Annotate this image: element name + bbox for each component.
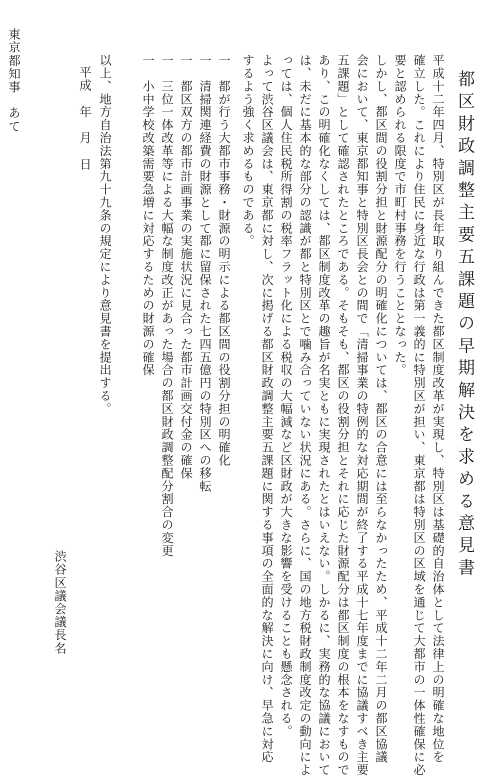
paragraph-1-line-3: 要と認められる限度で市町村事務を行うこととなった。 xyxy=(393,54,408,377)
paragraph-3-line-1: よって渋谷区議会は、東京都に対し、次に掲げる都区財政調整主要五課題に関する事項の全面的な解決に向け、早急に対応 xyxy=(260,54,275,764)
addressee: 東京都知事 あて xyxy=(7,28,22,133)
paragraph-2-line-5: は、未だに基本的な部分の認識が都と特別区とで噛み合っていない状況にある。さらに、国の地方税財政制度改定の動向によ xyxy=(298,54,313,776)
closing-statement: 以上、地方自治法第九十九条の規定により意見書を提出する。 xyxy=(98,54,113,416)
list-item-1: 一 都が行う大都市事務・財源の明示による都区間の役割分担の明確化 xyxy=(217,54,232,467)
list-item-5: 一 小中学校改築需要急増に対応するための財源の確保 xyxy=(141,54,156,377)
sender-name: 渋谷区議会議長名 xyxy=(53,550,68,655)
document-title: 都区財政調整主要五課題の早期解決を求める意見書 xyxy=(454,70,474,581)
list-item-4: 一 三位一体改革等による大幅な制度改正があった場合の都区財政調整配分割合の変更 xyxy=(160,54,175,558)
date-line: 平成 年 月 日 xyxy=(78,66,93,171)
paragraph-2-line-1: しかし、都区間の役割分担と財源配分の明確化については、都区の合意には至らなかったため、平成十二年二月の都区協議 xyxy=(374,54,389,764)
paragraph-2-line-6: っては、個人住民税所得割の税率フラット化による税収の大幅減など区財政が大きな影響を受けることも懸念される。 xyxy=(279,54,294,738)
paragraph-2-line-4: あり、この明確化なくしては、都区制度改革の趣旨が名実ともに実現されたとはいえない。しかるに、実務的な協議において xyxy=(317,54,332,776)
paragraph-1-line-2: 確立した。これにより住民に身近な行政は第一義的に特別区が担い、東京都は特別区の区域を通じて大都市の一体性確保に必 xyxy=(412,54,427,776)
paragraph-1-line-1: 平成十二年四月、特別区が長年取り組んできた都区制度改革が実現し、特別区は基礎的自治体として法律上の明確な地位を xyxy=(431,54,446,764)
paragraph-3-line-2: するよう強く求めるものである。 xyxy=(241,54,256,248)
list-item-2: 一 清掃関連経費の財源として都に留保された七四五億円の特別区への移転 xyxy=(198,54,213,493)
paragraph-2-line-3: 五課題」として確認されたところである。そもそも、都区の役割分担とそれに応じた財源配分は都区制度の根本をなすもので xyxy=(336,54,351,776)
paragraph-2-line-2: 会において、東京都知事と特別区長会との間で「清掃事業の特例的な対応期間が終了する平成十七年度までに協議すべき主要 xyxy=(355,54,370,776)
list-item-3: 一 都区双方の都市計画事業の実施状況に見合った都市計画交付金の確保 xyxy=(179,54,194,480)
